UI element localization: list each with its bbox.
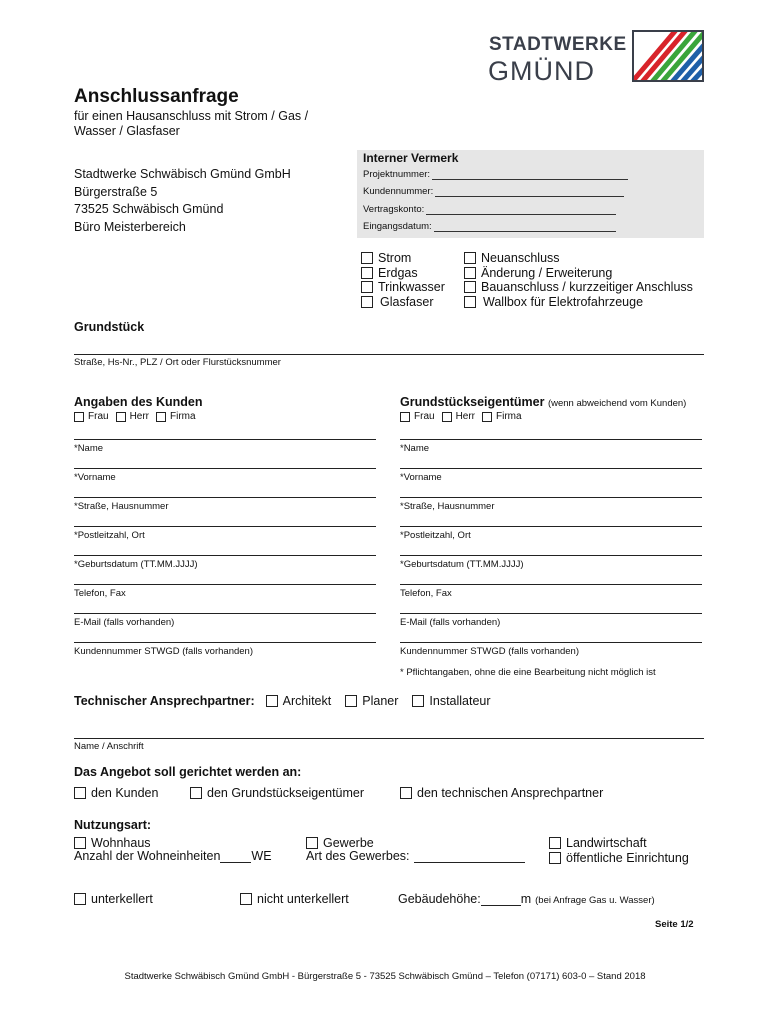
kunde-strasse-field[interactable] xyxy=(74,497,376,512)
option-label: öffentliche Einrichtung xyxy=(566,851,689,865)
grundstueck-field[interactable] xyxy=(74,354,704,368)
receipt-date-field[interactable] xyxy=(363,221,616,232)
logo-text-bottom: GMÜND xyxy=(488,56,595,86)
field-label: *Postleitzahl, Ort xyxy=(74,530,145,541)
option-label: den technischen Ansprechpartner xyxy=(417,786,604,800)
option-wallbox[interactable] xyxy=(464,295,693,310)
technik-row xyxy=(74,694,491,708)
kunde-vorname-field[interactable] xyxy=(74,468,376,483)
internal-note-title: Interner Vermerk xyxy=(363,151,459,165)
logo-text-top: STADTWERKE xyxy=(489,34,627,55)
checkbox[interactable] xyxy=(400,412,410,422)
gewerbe-art-field[interactable] xyxy=(306,849,525,863)
option-label: den Grundstückseigentümer xyxy=(207,786,365,800)
option-label: Architekt xyxy=(282,694,332,708)
option-label: Planer xyxy=(362,694,399,708)
kunde-salutation xyxy=(74,411,203,422)
checkbox-planer[interactable] xyxy=(345,695,357,707)
eigentuemer-name-field[interactable] xyxy=(400,439,702,454)
option-label: nicht unterkellert xyxy=(257,892,349,906)
checkbox[interactable] xyxy=(190,787,202,799)
kunde-name-field[interactable] xyxy=(74,439,376,454)
eigentuemer-kundennummer-field[interactable] xyxy=(400,642,702,657)
checkbox[interactable] xyxy=(361,296,373,308)
section-grundstueck-heading: Grundstück xyxy=(74,320,145,334)
angebot-techniker-option[interactable] xyxy=(400,786,603,800)
field-label: *Postleitzahl, Ort xyxy=(400,530,471,541)
field-label: Name / Anschrift xyxy=(74,741,144,752)
option-label: Installateur xyxy=(429,694,491,708)
field-label: Art des Gewerbes: xyxy=(306,849,410,863)
option-trinkwasser[interactable] xyxy=(361,280,445,295)
checkbox[interactable] xyxy=(464,296,476,308)
salutation-frau[interactable] xyxy=(400,411,435,422)
field-label: Projektnummer: xyxy=(363,169,431,180)
internal-note-box xyxy=(357,150,704,238)
section-kunde-heading: Angaben des Kunden xyxy=(74,395,203,409)
option-gewerbe[interactable] xyxy=(306,836,374,850)
logo-mark-icon xyxy=(632,30,704,82)
checkbox[interactable] xyxy=(482,412,492,422)
checkbox[interactable] xyxy=(74,837,86,849)
wohneinheiten-field[interactable] xyxy=(74,849,272,863)
angebot-heading: Das Angebot soll gerichtet werden an: xyxy=(74,765,302,779)
option-label: Erdgas xyxy=(378,265,418,280)
option-label: Firma xyxy=(170,411,196,422)
option-strom[interactable] xyxy=(361,251,445,266)
kunde-kundennummer-field[interactable] xyxy=(74,642,376,657)
page-title: Anschlussanfrage xyxy=(74,86,239,107)
field-label: Telefon, Fax xyxy=(74,588,126,599)
option-label: den Kunden xyxy=(91,786,159,800)
option-label: Neuanschluss xyxy=(481,251,560,266)
option-label: Bauanschluss / kurzzeitiger Anschluss xyxy=(481,280,693,295)
field-label: Straße, Hs-Nr., PLZ / Ort oder Flurstücksnummer xyxy=(74,357,281,368)
field-label: E-Mail (falls vorhanden) xyxy=(74,617,175,628)
checkbox[interactable] xyxy=(361,281,373,293)
customer-number-field[interactable] xyxy=(363,186,624,197)
option-glasfaser[interactable] xyxy=(361,295,445,310)
address-line: Stadtwerke Schwäbisch Gmünd GmbH xyxy=(74,167,291,181)
salutation-firma[interactable] xyxy=(482,411,522,422)
option-label: Gewerbe xyxy=(323,836,374,850)
address-line: 73525 Schwäbisch Gmünd xyxy=(74,202,224,216)
subtitle-line-2: Wasser / Glasfaser xyxy=(74,124,180,138)
checkbox-installateur[interactable] xyxy=(412,695,424,707)
heading-text: Grundstückseigentümer xyxy=(400,395,545,409)
subtitle-line-1: für einen Hausanschluss mit Strom / Gas / xyxy=(74,109,309,123)
option-label: Herr xyxy=(129,411,150,422)
eigentuemer-vorname-field[interactable] xyxy=(400,468,702,483)
option-wohnhaus[interactable] xyxy=(74,836,151,850)
option-unterkellert[interactable] xyxy=(74,892,153,906)
required-note: * Pflichtangaben, ohne die eine Bearbeitung nicht möglich ist xyxy=(400,667,656,678)
eigentuemer-telefon-field[interactable] xyxy=(400,584,702,599)
technik-heading: Technischer Ansprechpartner: xyxy=(74,694,255,708)
field-label: *Vorname xyxy=(74,472,116,483)
salutation-firma[interactable] xyxy=(156,411,196,422)
address-block xyxy=(74,166,291,236)
field-label: *Geburtsdatum (TT.MM.JJJJ) xyxy=(400,559,524,570)
angebot-eigentuemer-option[interactable] xyxy=(190,786,364,800)
field-label: Eingangsdatum: xyxy=(363,221,432,232)
salutation-herr[interactable] xyxy=(116,411,149,422)
field-label: Anzahl der Wohneinheiten xyxy=(74,849,221,863)
field-label: *Name xyxy=(400,443,430,454)
option-aenderung[interactable] xyxy=(464,266,693,281)
option-label: Firma xyxy=(496,411,522,422)
angebot-kunde-option[interactable] xyxy=(74,786,158,800)
checkbox-architekt[interactable] xyxy=(266,695,278,707)
field-label: *Name xyxy=(74,443,104,454)
option-bauanschluss[interactable] xyxy=(464,280,693,295)
option-label: Änderung / Erweiterung xyxy=(481,265,613,280)
checkbox[interactable] xyxy=(442,412,452,422)
field-label: *Straße, Hausnummer xyxy=(74,501,169,512)
salutation-frau[interactable] xyxy=(74,411,109,422)
option-label: Glasfaser xyxy=(380,294,434,309)
checkbox[interactable] xyxy=(549,852,561,864)
checkbox[interactable] xyxy=(549,837,561,849)
field-label: *Vorname xyxy=(400,472,442,483)
field-label: Vertragskonto: xyxy=(363,204,425,215)
field-label: Kundennummer STWGD (falls vorhanden) xyxy=(400,646,579,657)
unit-label: WE xyxy=(251,849,272,863)
field-label: Gebäudehöhe: xyxy=(398,892,481,906)
option-label: Wohnhaus xyxy=(91,836,151,850)
checkbox[interactable] xyxy=(74,787,86,799)
option-label: Trinkwasser xyxy=(378,280,445,295)
kunde-geburtsdatum-field[interactable] xyxy=(74,555,376,570)
option-label: unterkellert xyxy=(91,892,153,906)
eigentuemer-email-field[interactable] xyxy=(400,613,702,628)
option-oeffentlich[interactable] xyxy=(549,851,689,865)
page-number: Seite 1/2 xyxy=(655,919,694,930)
option-landwirtschaft[interactable] xyxy=(549,836,647,850)
address-line: Büro Meisterbereich xyxy=(74,219,186,234)
checkbox[interactable] xyxy=(361,252,373,264)
checkbox[interactable] xyxy=(464,252,476,264)
type-options xyxy=(464,251,693,309)
option-label: Herr xyxy=(455,411,476,422)
checkbox[interactable] xyxy=(306,837,318,849)
option-label: Wallbox für Elektrofahrzeuge xyxy=(483,294,644,309)
kunde-email-field[interactable] xyxy=(74,613,376,628)
media-options xyxy=(361,251,445,309)
option-erdgas[interactable] xyxy=(361,266,445,281)
section-eigentuemer-heading xyxy=(400,395,686,409)
field-label: Kundennummer: xyxy=(363,186,434,197)
heading-note: (wenn abweichend vom Kunden) xyxy=(547,398,687,409)
contract-account-field[interactable] xyxy=(363,204,616,215)
technik-name-field[interactable] xyxy=(74,738,704,752)
eigentuemer-strasse-field[interactable] xyxy=(400,497,702,512)
field-label: Kundennummer STWGD (falls vorhanden) xyxy=(74,646,253,657)
eigentuemer-geburtsdatum-field[interactable] xyxy=(400,555,702,570)
unit-label: m xyxy=(520,892,532,906)
gebaeudehoehe-field[interactable] xyxy=(398,892,655,906)
kunde-telefon-field[interactable] xyxy=(74,584,376,599)
option-label: Frau xyxy=(88,411,109,422)
salutation-herr[interactable] xyxy=(442,411,475,422)
field-label: E-Mail (falls vorhanden) xyxy=(400,617,501,628)
field-label: Telefon, Fax xyxy=(400,588,452,599)
checkbox[interactable] xyxy=(361,267,373,279)
field-label: *Straße, Hausnummer xyxy=(400,501,495,512)
nutzung-heading: Nutzungsart: xyxy=(74,818,152,832)
kunde-plz-field[interactable] xyxy=(74,526,376,541)
checkbox[interactable] xyxy=(116,412,126,422)
option-label: Strom xyxy=(378,251,412,266)
option-neuanschluss[interactable] xyxy=(464,251,693,266)
checkbox[interactable] xyxy=(74,412,84,422)
checkbox[interactable] xyxy=(464,281,476,293)
eigentuemer-plz-field[interactable] xyxy=(400,526,702,541)
option-nicht-unterkellert[interactable] xyxy=(240,892,349,906)
checkbox[interactable] xyxy=(240,893,252,905)
footer-text: Stadtwerke Schwäbisch Gmünd GmbH - Bürgerstraße 5 - 73525 Schwäbisch Gmünd – Telefon (07171) 603-0 – Stand 2018 xyxy=(124,971,646,982)
checkbox[interactable] xyxy=(400,787,412,799)
project-number-field[interactable] xyxy=(363,169,628,180)
checkbox[interactable] xyxy=(156,412,166,422)
field-note: (bei Anfrage Gas u. Wasser) xyxy=(535,895,655,906)
checkbox[interactable] xyxy=(464,267,476,279)
option-label: Landwirtschaft xyxy=(566,836,647,850)
field-label: *Geburtsdatum (TT.MM.JJJJ) xyxy=(74,559,198,570)
checkbox[interactable] xyxy=(74,893,86,905)
option-label: Frau xyxy=(414,411,435,422)
eigentuemer-salutation xyxy=(400,411,529,422)
address-line: Bürgerstraße 5 xyxy=(74,184,158,199)
